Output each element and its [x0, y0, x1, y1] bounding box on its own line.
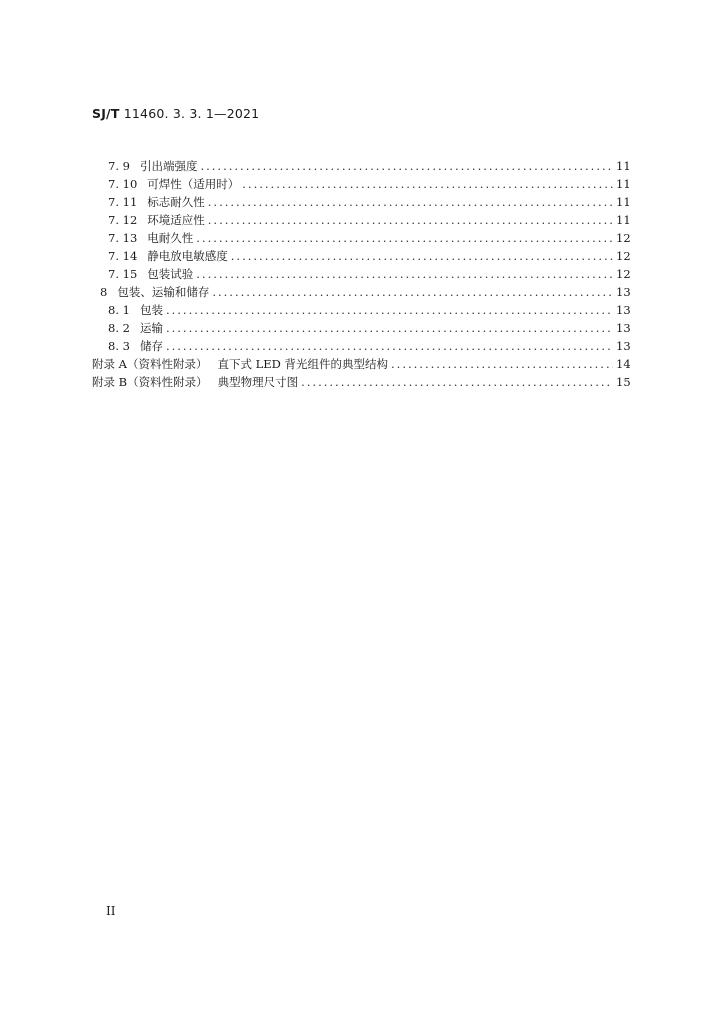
toc-entry-number: 7. 11: [108, 195, 138, 209]
toc-entry[interactable]: [92, 158, 631, 176]
toc-entry-title: 包装试验: [147, 267, 194, 281]
standard-code: 11460. 3. 3. 1—2021: [123, 106, 260, 121]
toc-entry-title: 引出端强度: [139, 159, 198, 173]
toc-entry-page: 14: [616, 357, 631, 371]
toc-entry[interactable]: [92, 266, 631, 284]
toc-entry-title: 环境适应性: [147, 213, 205, 227]
toc-entry-number: 7. 13: [108, 231, 138, 245]
toc-entry-title: 储存: [139, 339, 163, 353]
toc-entry-page: 11: [616, 195, 631, 209]
toc-entry[interactable]: [92, 320, 631, 338]
dot-leader: [166, 321, 613, 335]
dot-leader: [166, 339, 613, 353]
toc-entry-page: 13: [616, 303, 631, 317]
toc-entry-page: 12: [616, 231, 631, 245]
page-number: II: [106, 904, 116, 918]
toc-entry-page: 12: [616, 267, 631, 281]
toc-entry-title: 运输: [139, 321, 163, 335]
dot-leader: [242, 177, 613, 191]
toc-entry-number: 7. 14: [108, 249, 138, 263]
dot-leader: [200, 159, 613, 173]
standard-number: [92, 106, 259, 121]
toc-entry[interactable]: [92, 230, 631, 248]
toc-entry[interactable]: [92, 248, 631, 266]
toc-entry-number: 8. 1: [108, 303, 130, 317]
toc-entry-page: 11: [616, 177, 631, 191]
toc-entry[interactable]: [92, 212, 631, 230]
dot-leader: [391, 357, 613, 371]
toc-entry-number: 附录 A（资料性附录）: [92, 357, 208, 371]
toc-entry-number: 8. 3: [108, 339, 130, 353]
dot-leader: [196, 267, 613, 281]
toc-entry-page: 11: [616, 159, 631, 173]
toc-entry-page: 11: [616, 213, 631, 227]
dot-leader: [208, 195, 613, 209]
dot-leader: [196, 231, 613, 245]
toc-entry-page: 13: [616, 285, 631, 299]
toc-entry-title: 电耐久性: [147, 231, 194, 245]
dot-leader: [231, 249, 613, 263]
toc-entry-page: 13: [616, 321, 631, 335]
dot-leader: [212, 285, 613, 299]
toc-entry-title: 直下式 LED 背光组件的典型结构: [217, 357, 389, 371]
dot-leader: [166, 303, 613, 317]
table-of-contents: [92, 158, 631, 392]
toc-entry-page: 12: [616, 249, 631, 263]
toc-entry-number: 附录 B（资料性附录）: [92, 375, 208, 389]
toc-entry-title: 包装: [139, 303, 163, 317]
toc-entry-number: 8. 2: [108, 321, 130, 335]
toc-entry-number: 7. 15: [108, 267, 138, 281]
toc-entry-page: 13: [616, 339, 631, 353]
toc-entry[interactable]: [92, 194, 631, 212]
toc-entry-title: 可焊性（适用时）: [147, 177, 240, 191]
toc-entry[interactable]: [92, 338, 631, 356]
toc-entry-title: 标志耐久性: [147, 195, 205, 209]
toc-entry-number: 7. 10: [108, 177, 138, 191]
toc-entry-title: 典型物理尺寸图: [217, 375, 299, 389]
toc-entry[interactable]: [92, 356, 631, 374]
toc-entry[interactable]: [92, 284, 631, 302]
toc-entry-title: 静电放电敏感度: [147, 249, 228, 263]
toc-entry-title: 包装、运输和储存: [117, 285, 210, 299]
dot-leader: [208, 213, 613, 227]
standard-prefix: SJ/T: [92, 106, 120, 121]
toc-entry[interactable]: [92, 176, 631, 194]
dot-leader: [301, 375, 613, 389]
toc-entry-number: 8: [100, 285, 108, 299]
toc-entry[interactable]: [92, 374, 631, 392]
toc-entry-number: 7. 9: [108, 159, 130, 173]
toc-entry-number: 7. 12: [108, 213, 138, 227]
toc-entry-page: 15: [616, 375, 631, 389]
toc-entry[interactable]: [92, 302, 631, 320]
